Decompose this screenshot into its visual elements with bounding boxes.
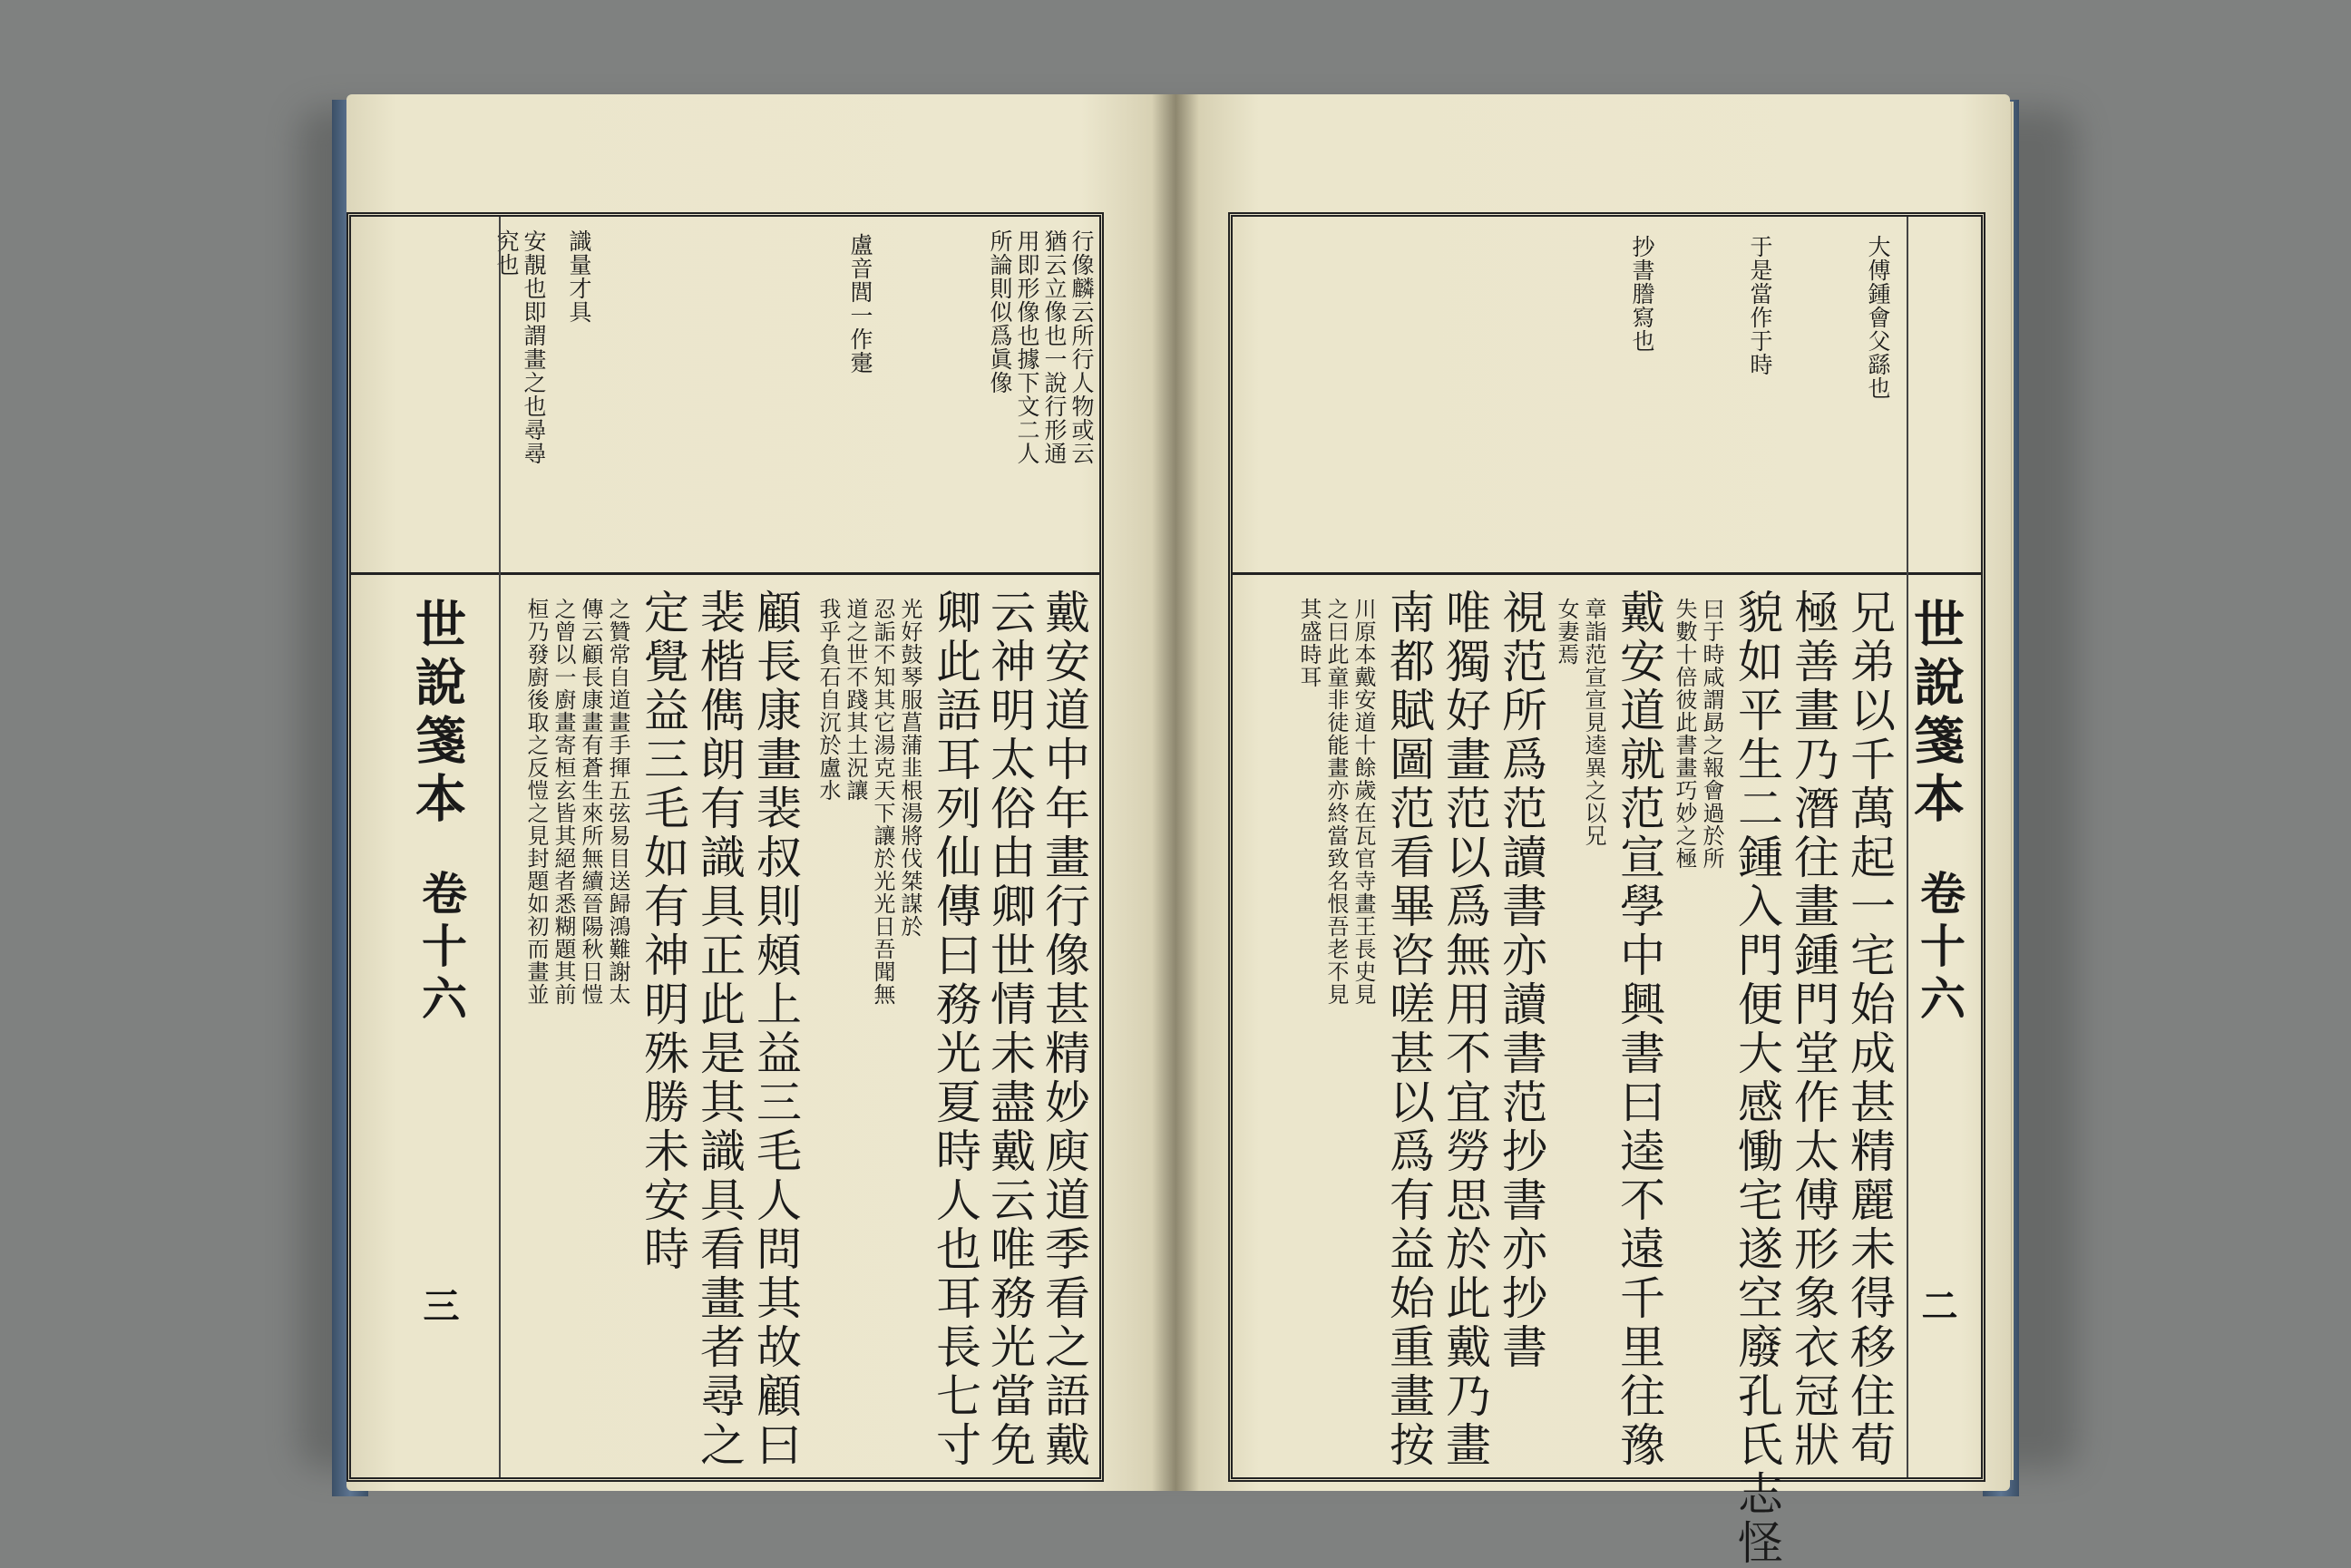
book-title-header: 世說箋本 xyxy=(407,598,467,830)
text-column: 唯獨好畫范以爲無用不宜勞思於此戴乃畫 xyxy=(1439,589,1491,1470)
text-column: 戴安道中年畫行像甚精妙庾道季看之語戴 xyxy=(1038,589,1090,1470)
commentary-column: 之曾以一廚畫寄桓玄皆其絕者悉糊題其前 xyxy=(551,598,576,1006)
text-column: 定覺益三毛如有神明殊勝未安時 xyxy=(637,589,689,1274)
commentary-column: 章詣范宣宣見逵異之以兄 xyxy=(1581,598,1606,847)
right-divider-rule xyxy=(1233,572,1981,575)
text-column: 極善畫乃潛往畫鍾門堂作太傅形象衣冠狀 xyxy=(1787,589,1839,1470)
left-page xyxy=(346,94,1181,1491)
column-divider xyxy=(1907,217,1908,1477)
commentary-column: 道之世不踐其土況讓 xyxy=(843,598,868,802)
commentary-column: 女妻焉 xyxy=(1554,598,1579,666)
commentary-column: 其盛時耳 xyxy=(1296,598,1322,688)
page-number: 二 xyxy=(1916,1287,1958,1323)
commentary-column: 光好鼓琴服菖蒲韭根湯將伐桀謀於 xyxy=(897,598,922,938)
text-column: 南都賦圖范看畢咨嗟甚以爲有益始重畫按 xyxy=(1382,589,1435,1470)
top-note: 安靚也即謂畫之也尋尋 xyxy=(521,229,547,465)
top-note: 猶云立像也一說行形通 xyxy=(1041,229,1068,465)
text-column: 兄弟以千萬起一宅始成甚精麗未得移住荀 xyxy=(1843,589,1896,1470)
book-title-header: 世說箋本 xyxy=(1906,598,1966,830)
text-column: 卿此語耳列仙傳曰務光夏時人也耳長七寸 xyxy=(929,589,981,1470)
volume-mark: 卷十六 xyxy=(415,870,468,1027)
top-note: 所論則似爲眞像 xyxy=(987,229,1013,394)
book-gutter xyxy=(1152,94,1199,1491)
commentary-column: 之曰此童非徒能畫亦終當致名恨吾老不見 xyxy=(1323,598,1349,1006)
text-column: 戴安道就范宣學中興書曰逵不遠千里往豫 xyxy=(1613,589,1665,1470)
top-note: 于是當作于時 xyxy=(1747,235,1773,376)
top-note: 大傅鍾會父繇也 xyxy=(1865,235,1891,400)
volume-mark: 卷十六 xyxy=(1913,870,1966,1027)
commentary-column: 傳云顧長康畫有蒼生來所無續晉陽秋日愷 xyxy=(578,598,603,1006)
top-note: 識量才具 xyxy=(566,229,592,324)
text-column: 視范所爲范讀書亦讀書范抄書亦抄書 xyxy=(1495,589,1547,1372)
right-page xyxy=(1176,94,2010,1568)
commentary-column: 之贊常自道畫手揮五弦易目送歸鴻難謝太 xyxy=(605,598,630,1006)
right-text-frame xyxy=(1228,212,1985,1568)
commentary-column: 失數十倍彼此書畫巧妙之極 xyxy=(1672,598,1697,870)
text-column: 顧長康畫裴叔則頰上益三毛人問其故顧曰 xyxy=(749,589,802,1470)
commentary-column: 忍詬不知其它湯克天下讓於光光日吾聞無 xyxy=(870,598,895,1006)
top-note: 抄書謄寫也 xyxy=(1629,235,1655,353)
column-divider xyxy=(499,217,501,1477)
top-note: 行像麟云所行人物或云 xyxy=(1068,229,1095,465)
top-note: 用即形像也據下文二人 xyxy=(1014,229,1040,465)
top-note: 盧音閭一作㚄 xyxy=(847,233,873,375)
page-number: 三 xyxy=(417,1287,460,1323)
commentary-column: 曰于時咸謂勗之報會過於所 xyxy=(1699,598,1724,870)
text-column: 云神明太俗由卿世情未盡戴云唯務光當免 xyxy=(983,589,1036,1470)
commentary-column: 桓乃發廚後取之反愷之見封題如初而畫並 xyxy=(523,598,549,1006)
left-divider-rule xyxy=(351,572,1099,575)
top-note: 究也 xyxy=(493,229,520,277)
commentary-column: 川原本戴安道十餘歲在瓦官寺畫王長史見 xyxy=(1351,598,1376,1006)
left-text-frame xyxy=(346,212,1104,1482)
text-column: 裴楷儁朗有識具正此是其識具看畫者尋之 xyxy=(693,589,746,1470)
text-column: 貌如平生二鍾入門便大感慟宅遂空廢孔氏志怪 xyxy=(1731,589,1783,1568)
commentary-column: 我乎負石自沉於盧水 xyxy=(815,598,841,802)
